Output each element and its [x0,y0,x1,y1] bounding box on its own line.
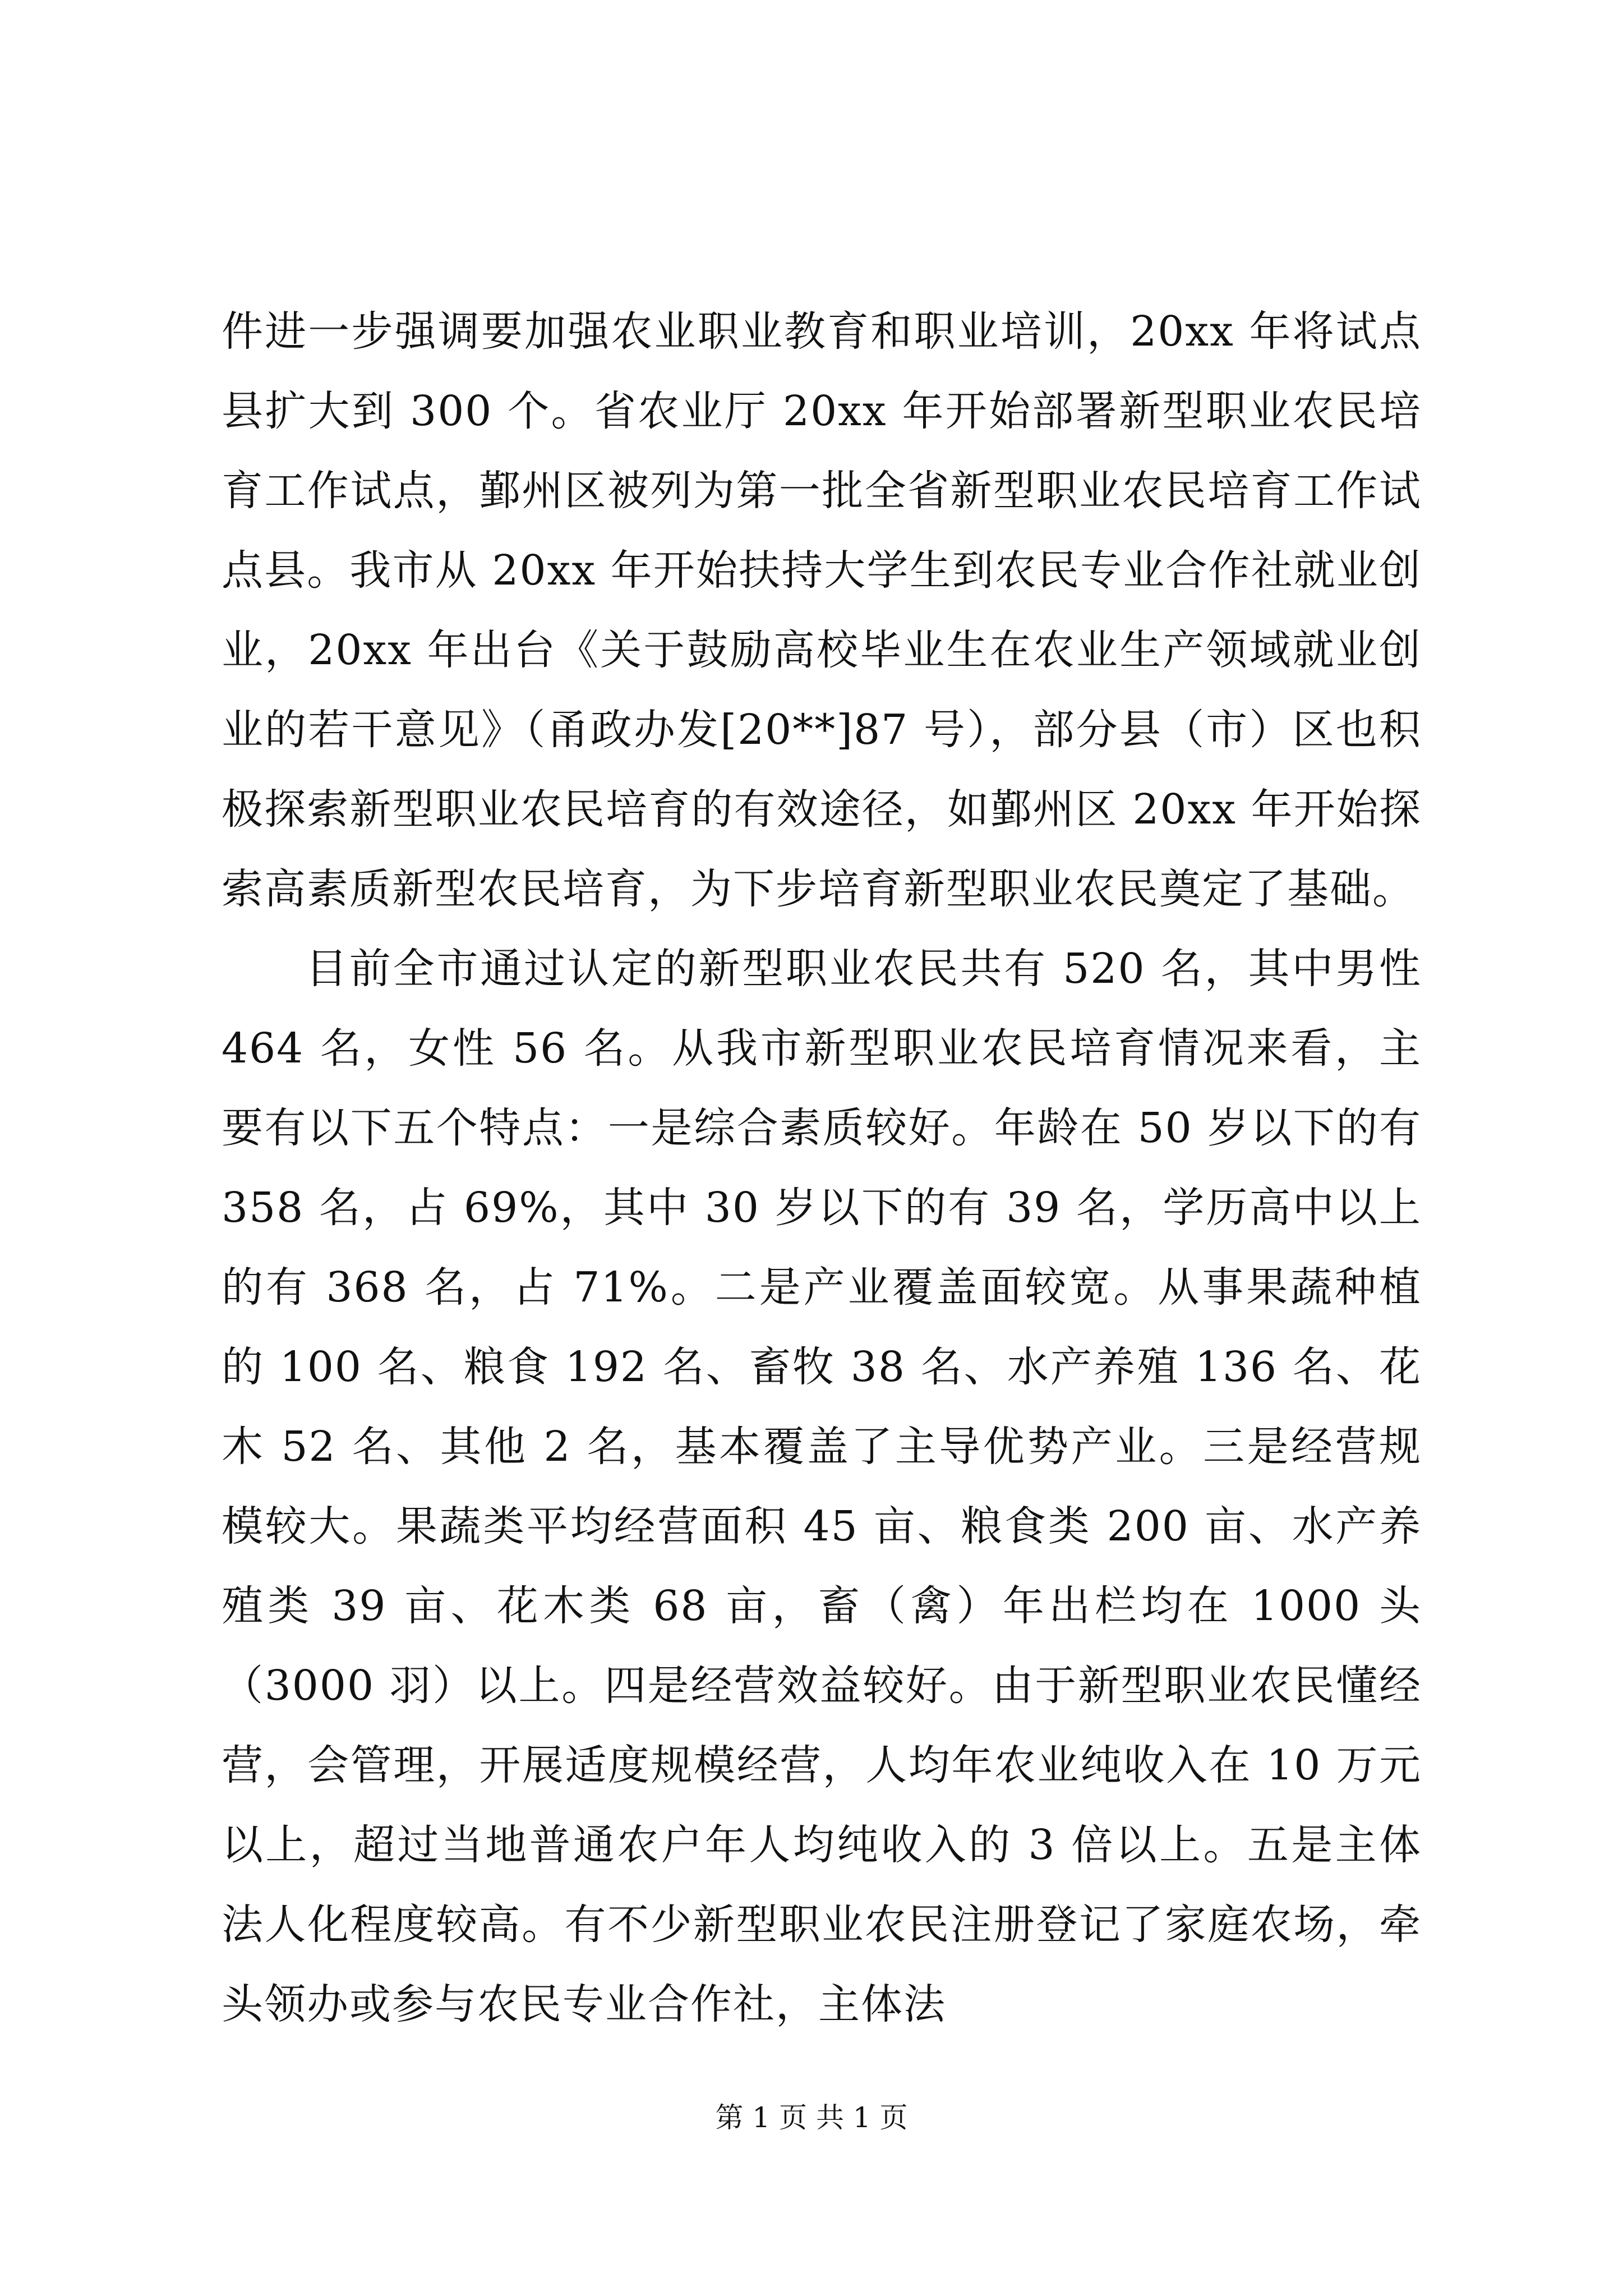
paragraph-statistics: 目前全市通过认定的新型职业农民共有 520 名，其中男性 464 名，女性 56 名。从我市新型职业农民培育情况来看，主要有以下五个特点：一是综合素质较好。年龄在 50 岁以下的有 358 名，占 69%，其中 30 岁以下的有 39 名，学历高中以上的有 368 名，占 71%。二是产业覆盖面较宽。从事果蔬种植的 100 名、粮食 192 名、畜牧 38 名、水产养殖 136 名、花木 52 名、其他 2 名，基本覆盖了主导优势产业。三是经营规模较大。果蔬类平均经营面积 45 亩、粮食类 200 亩、水产养殖类 39 亩、花木类 68 亩，畜（禽）年出栏均在 1000 头（3000 羽）以上。四是经营效益较好。由于新型职业农民懂经营，会管理，开展适度规模经营，人均年农业纯收入在 10 万元以上，超过当地普通农户年人均纯收入的 3 倍以上。五是主体法人化程度较高。有不少新型职业农民注册登记了家庭农场，牵头领办或参与农民专业合作社，主体法 [222,945,1422,2028]
page-footer: 第 1 页 共 1 页 [715,2101,908,2134]
document-body [222,292,1422,2044]
paragraph-continuation: 件进一步强调要加强农业职业教育和职业培训，20xx 年将试点县扩大到 300 个。省农业厅 20xx 年开始部署新型职业农民培育工作试点，鄞州区被列为第一批全省新型职业农民培育工作试点县。我市从 20xx 年开始扶持大学生到农民专业合作社就业创业，20xx 年出台《关于鼓励高校毕业生在农业生产领域就业创业的若干意见》（甬政办发[20**]87 号），部分县（市）区也积极探索新型职业农民培育的有效途径，如鄞州区 20xx 年开始探索高素质新型农民培育，为下步培育新型职业农民奠定了基础。 [222,307,1422,913]
